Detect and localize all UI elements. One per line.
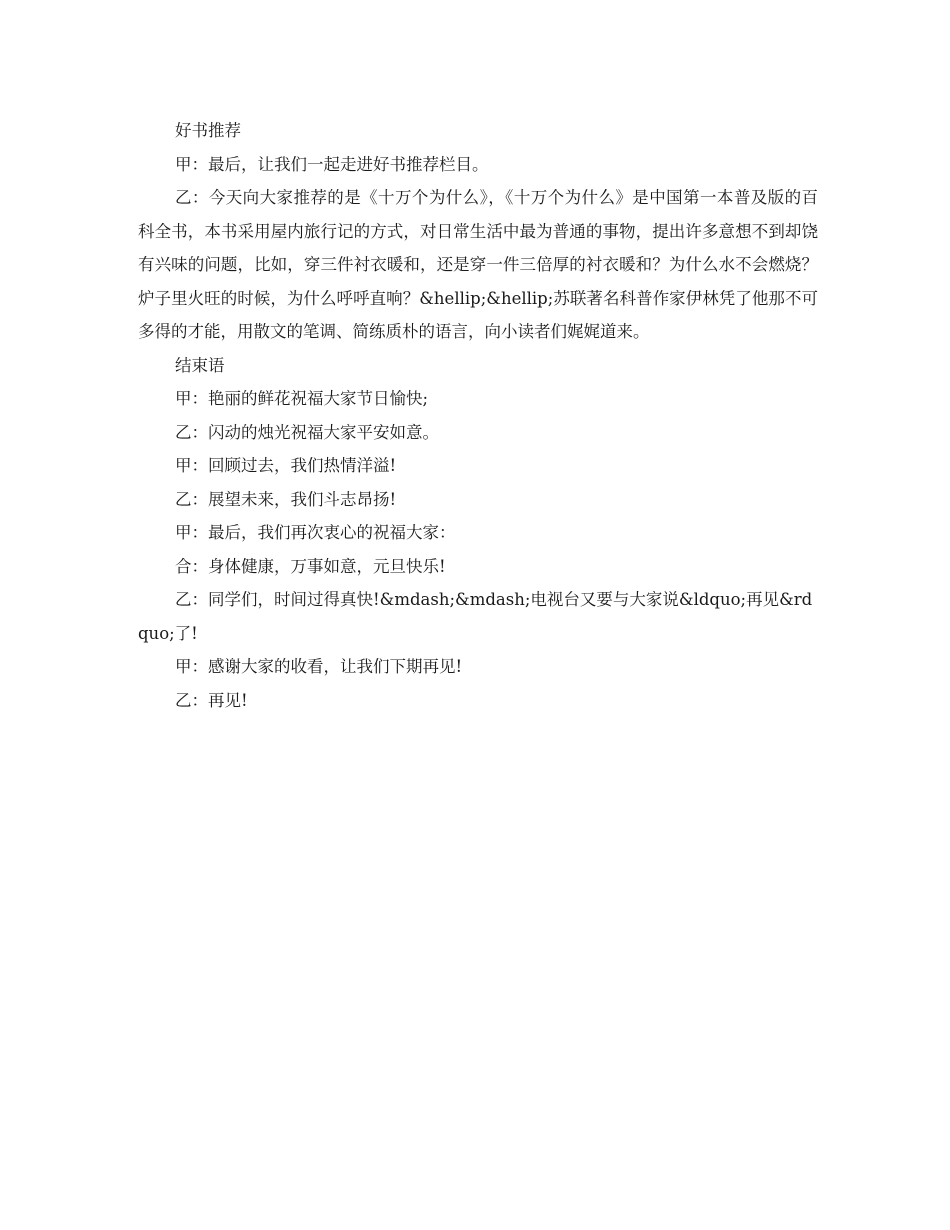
dialogue-line: 甲：最后，我们再次衷心的祝福大家： bbox=[175, 523, 456, 542]
dialogue-line: 甲：感谢大家的收看，让我们下期再见! bbox=[175, 657, 463, 676]
dialogue-line: 乙：同学们，时间过得真快!&mdash;&mdash;电视台又要与大家说&ldquo;再见&rdquo;了! bbox=[138, 590, 813, 643]
section-heading-book-recommendation: 好书推荐 bbox=[175, 121, 241, 140]
dialogue-line: 乙：展望未来，我们斗志昂扬! bbox=[175, 489, 397, 509]
dialogue-line: 乙：再见! bbox=[175, 690, 248, 710]
dialogue-line: 乙：闪动的烛光祝福大家平安如意。 bbox=[175, 422, 439, 442]
section-heading-closing: 结束语 bbox=[175, 355, 225, 375]
dialogue-line-chorus: 合：身体健康，万事如意，元旦快乐! bbox=[175, 556, 446, 576]
dialogue-line: 甲：艳丽的鲜花祝福大家节日愉快; bbox=[175, 389, 429, 408]
document-body bbox=[138, 114, 818, 717]
dialogue-line: 甲：最后，让我们一起走进好书推荐栏目。 bbox=[175, 154, 489, 174]
dialogue-line: 甲：回顾过去，我们热情洋溢! bbox=[175, 456, 397, 475]
dialogue-line-book-intro: 乙：今天向大家推荐的是《十万个为什么》，《十万个为什么》是中国第一本普及版的百科全书，本书采用屋内旅行记的方式，对日常生活中最为普通的事物，提出许多意想不到却饶有兴味的问题，比如，穿三件衬衣暖和，还是穿一件三倍厚的衬衣暖和？为什么水不会燃烧？炉子里火旺的时候，为什么呼呼直响？&hellip;&hellip;苏联著名科普作家伊林凭了他那不可多得的才能，用散文的笔调、简练质朴的语言，向小读者们娓娓道来。 bbox=[138, 188, 818, 341]
